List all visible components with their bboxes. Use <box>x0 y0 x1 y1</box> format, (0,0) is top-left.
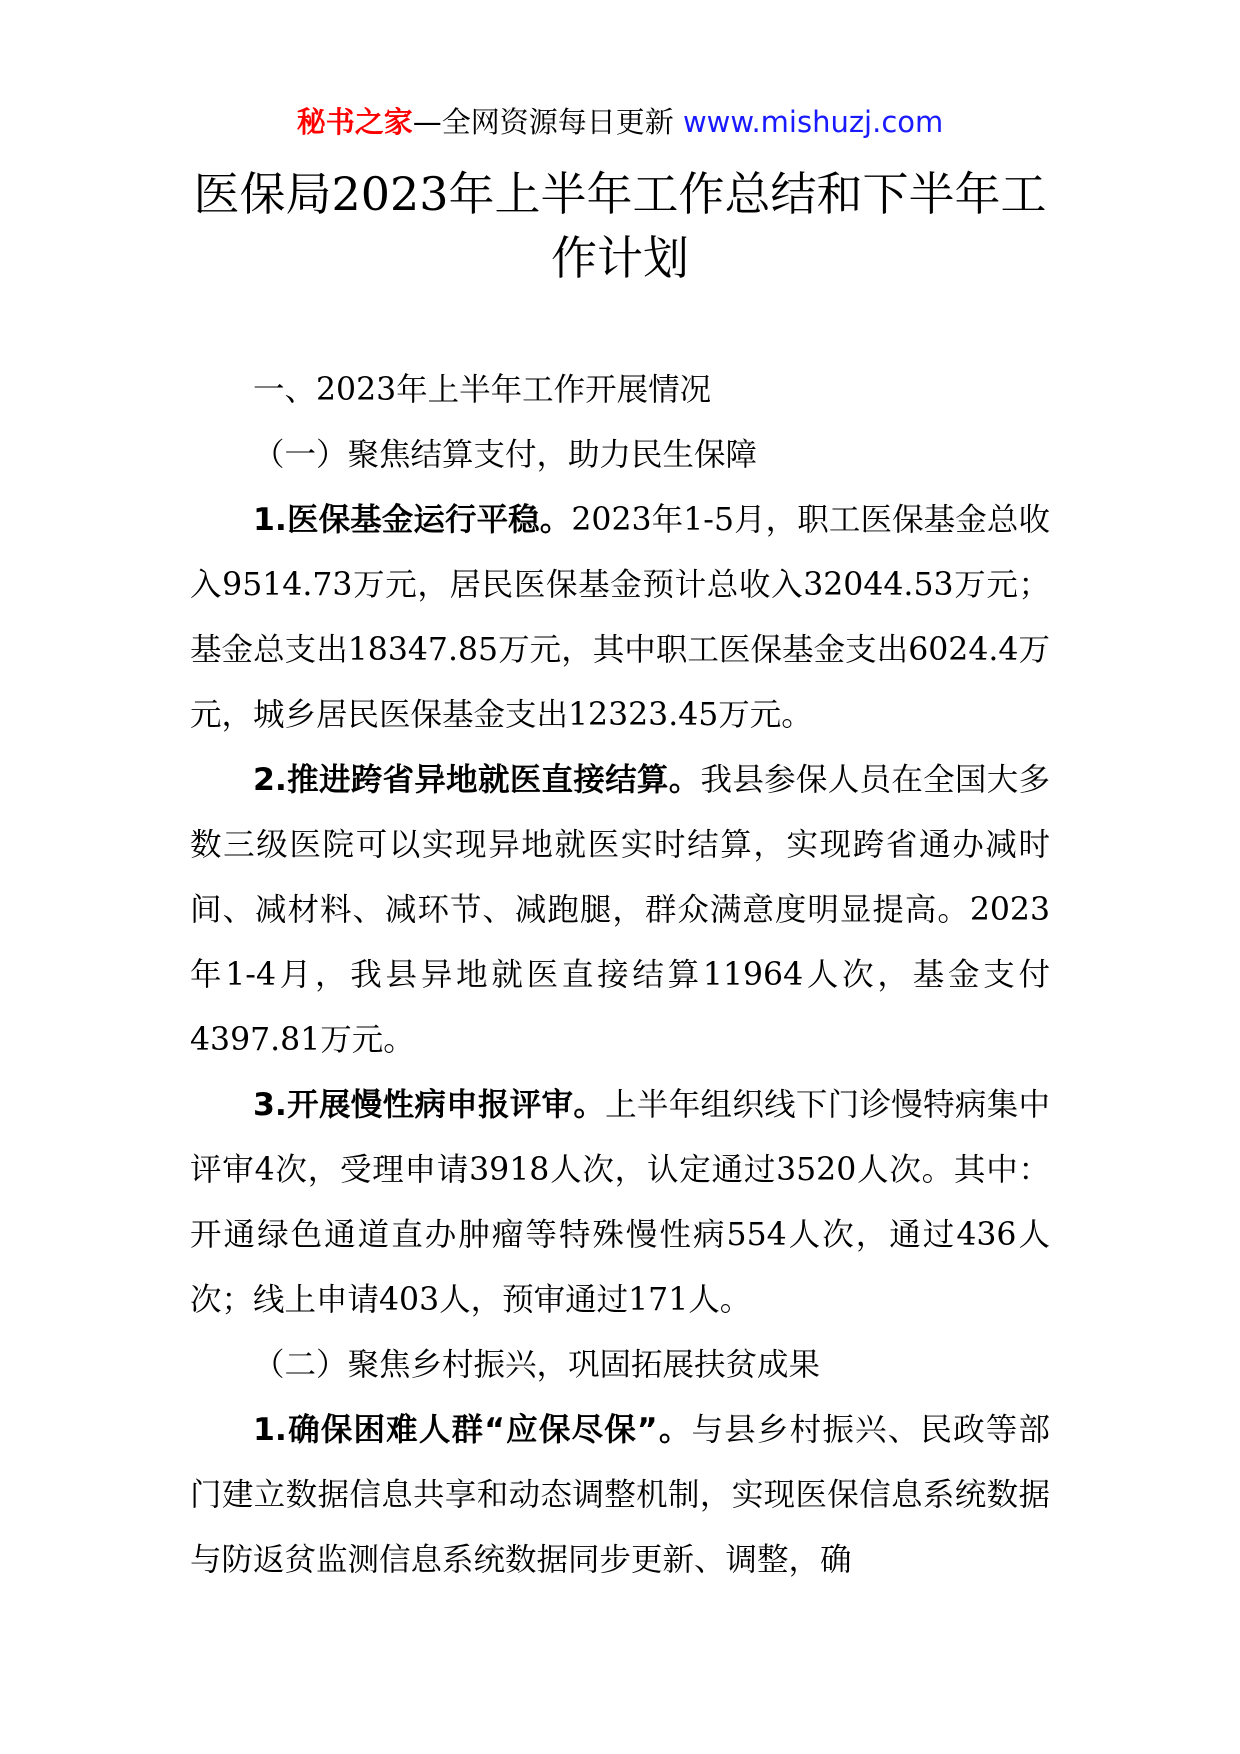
paragraph-lead: 2.推进跨省异地就医直接结算。 <box>253 762 701 798</box>
paragraph-text: 我县参保人员在全国大多数三级医院可以实现异地就医实时结算，实现跨省通办减时间、减材料、减环节、减跑腿，群众满意度明显提高。2023年1-4月，我县异地就医直接结算11964人次，基金支付4397.81万元。 <box>190 762 1050 1058</box>
site-url-link[interactable]: www.mishuzj.com <box>682 105 944 139</box>
document-title: 医保局2023年上半年工作总结和下半年工作计划 <box>193 167 1047 285</box>
paragraph-lead: 1.医保基金运行平稳。 <box>253 502 572 538</box>
header-tagline: —全网资源每日更新 <box>412 105 674 139</box>
paragraph-cross-province-settlement <box>190 748 1050 1073</box>
paragraph-fund-operation <box>190 488 1050 748</box>
paragraph-text: 上半年组织线下门诊慢特病集中评审4次，受理申请3918人次，认定通过3520人次。其中：开通绿色通道直办肿瘤等特殊慢性病554人次，通过436人次；线上申请403人，预审通过171人。 <box>190 1087 1050 1318</box>
brand-name: 秘书之家 <box>296 105 413 139</box>
paragraph-lead: 3.开展慢性病申报评审。 <box>253 1087 606 1123</box>
subsection-heading: （一）聚焦结算支付，助力民生保障 <box>253 437 758 473</box>
paragraph-lead: 1.确保困难人群“应保尽保”。 <box>253 1412 692 1448</box>
subsection-heading: （二）聚焦乡村振兴，巩固拓展扶贫成果 <box>253 1347 821 1383</box>
paragraph-text: 与县乡村振兴、民政等部门建立数据信息共享和动态调整机制，实现医保信息系统数据与防返贫监测信息系统数据同步更新、调整，确 <box>190 1412 1050 1578</box>
paragraph-chronic-disease-review <box>190 1073 1050 1333</box>
section-heading: 一、2023年上半年工作开展情况 <box>253 372 712 408</box>
site-header <box>0 102 1240 142</box>
paragraph-coverage-assurance <box>190 1398 1050 1593</box>
document-body <box>190 358 1050 1593</box>
paragraph-text: 2023年1-5月，职工医保基金总收入9514.73万元，居民医保基金预计总收入32044.53万元；基金总支出18347.85万元，其中职工医保基金支出6024.4万元，城乡居民医保基金支出12323.45万元。 <box>190 502 1050 733</box>
